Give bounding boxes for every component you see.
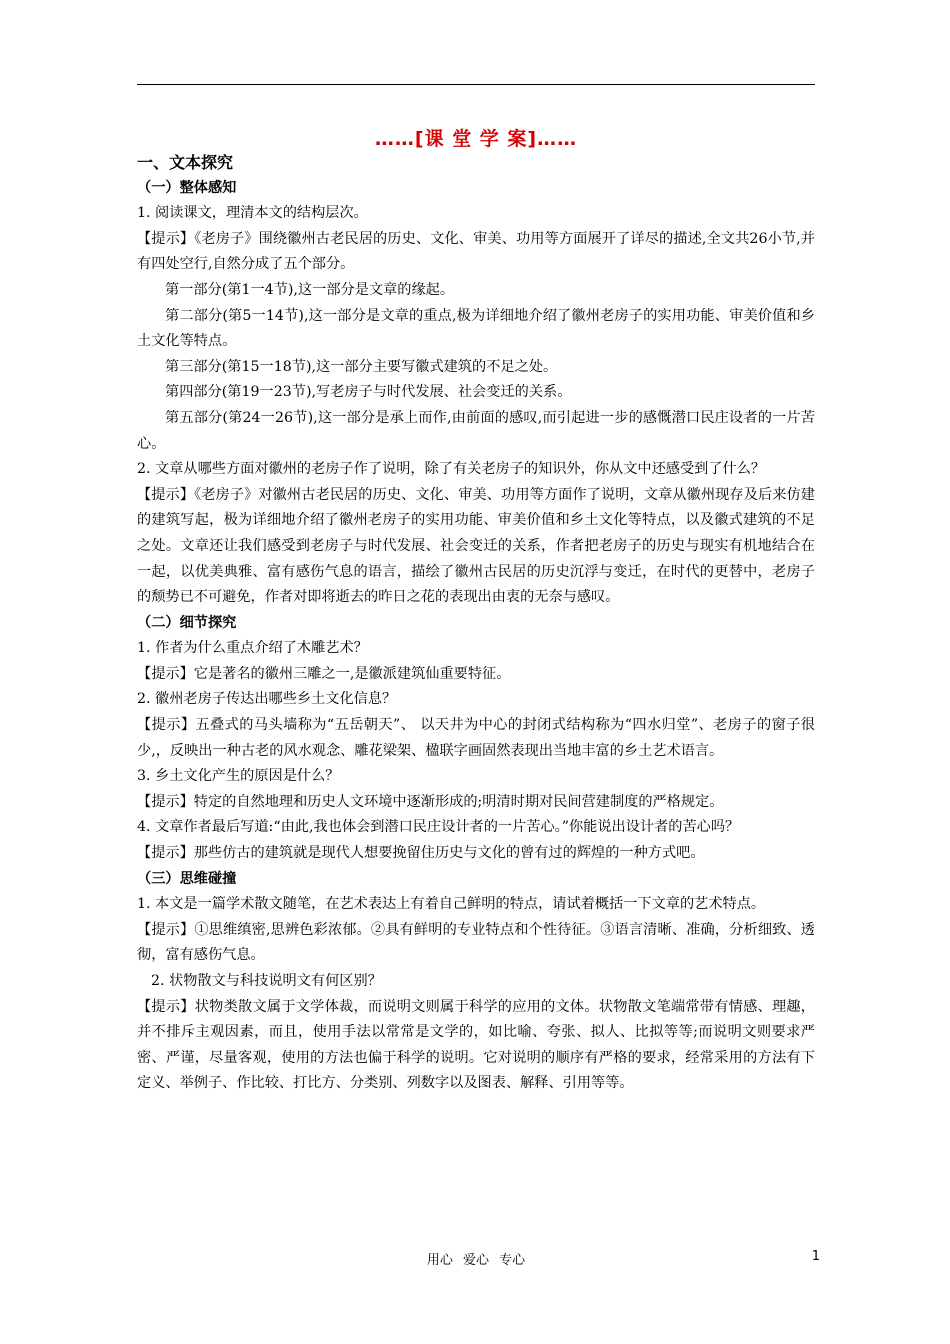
question: 3. 乡土文化产生的原因是什么？ bbox=[137, 768, 340, 785]
page-number: 1 bbox=[811, 1249, 820, 1264]
answer: 【提示】特定的自然地理和历史人文环境中逐渐形成的;明清时期对民间营建制度的严格规定。 bbox=[137, 793, 724, 810]
subsection-heading: （一）整体感知 bbox=[137, 179, 237, 196]
answer: 【提示】那些仿古的建筑就是现代人想要挽留住历史与文化的曾有过的辉煌的一种方式吧。 bbox=[137, 845, 705, 862]
page-title: ……[课 堂 学 案]…… bbox=[374, 128, 578, 150]
answer: 【提示】状物类散文属于文学体裁，而说明文则属于科学的应用的文体。状物散文笔端常带有情感、理趣，并不排斥主观因素，而且，使用手法以常常是文学的，如比喻、夸张、拟人、比拟等等;而说明文则要求严密、严谨，尽量客观，使用的方法也偏于科学的说明。它对说明的顺序有严格的要求，经常采用的方法有下定义、举例子、作比较、打比方、分类别、列数字以及图表、解释、引用等等。 bbox=[137, 998, 815, 1092]
answer: 【提示】①思维缜密,思辨色彩浓郁。②具有鲜明的专业特点和个性待征。③语言清晰、准确，分析细致、透彻，富有感伤气息。 bbox=[137, 921, 815, 964]
part-item: 第三部分(第15一18节),这一部分主要写徽式建筑的不足之处。 bbox=[165, 358, 558, 375]
answer: 【提示】《老房子》围绕徽州古老民居的历史、文化、审美、功用等方面展开了详尽的描述,全文共26小节,并有四处空行,自然分成了五个部分。 bbox=[137, 230, 815, 273]
subsection-heading: （三）思维碰撞 bbox=[137, 870, 237, 887]
question: 4. 文章作者最后写道:“由此,我也体会到潜口民庄设计者的一片苦心。”你能说出设计者的苦心吗？ bbox=[137, 819, 740, 836]
section-heading: 一、文本探究 bbox=[137, 153, 234, 172]
question: 1. 阅读课文，理清本文的结构层次。 bbox=[137, 205, 368, 222]
header-rule bbox=[137, 84, 815, 85]
question: 1. 本文是一篇学术散文随笔，在艺术表达上有着自己鲜明的特点，请试着概括一下文章的艺术特点。 bbox=[137, 896, 766, 913]
part-item: 第五部分(第24一26节),这一部分是承上而作,由前面的感叹,而引起进一步的感慨潜口民庄设者的一片苦心。 bbox=[137, 409, 815, 452]
subsection-heading: （二）细节探究 bbox=[137, 614, 237, 631]
question: 1. 作者为什么重点介绍了木雕艺术？ bbox=[137, 640, 368, 657]
question: 2. 徽州老房子传达出哪些乡土文化信息？ bbox=[137, 691, 397, 708]
question: 2. 状物散文与科技说明文有何区别？ bbox=[151, 973, 382, 989]
part-item: 第四部分(第19一23节),写老房子与时代发展、社会变迁的关系。 bbox=[165, 384, 572, 401]
document-body bbox=[137, 150, 815, 1097]
part-item: 第二部分(第5一14节),这一部分是文章的重点,极为详细地介绍了徽州老房子的实用功能、审美价值和乡土文化等特点。 bbox=[137, 307, 815, 350]
question: 2. 文章从哪些方面对徽州的老房子作了说明，除了有关老房子的知识外，你从文中还感受到了什么？ bbox=[137, 461, 766, 478]
part-item: 第一部分(第1一4节),这一部分是文章的缘起。 bbox=[165, 281, 455, 298]
footer-text: 用心 爱心 专心 bbox=[426, 1253, 526, 1268]
answer: 【提示】五叠式的马头墙称为“五岳朝天”、 以天井为中心的封闭式结构称为“四水归堂”、老房子的窗子很少,，反映出一种古老的风水观念、雕花梁架、楹联字画固然表现出当地丰富的乡土艺术语言。 bbox=[137, 717, 815, 759]
answer: 【提示】它是著名的徽州三雕之一,是徽派建筑仙重要特征。 bbox=[137, 665, 511, 682]
answer: 【提示】《老房子》对徽州古老民居的历史、文化、审美、功用等方面作了说明，文章从徽州现存及后来仿建的建筑写起，极为详细地介绍了徽州老房子的实用功能、审美价值和乡土文化等特点，以及徽式建筑的不足之处。文章还让我们感受到老房子与时代发展、社会变迁的关系，作者把老房子的历史与现实有机地结合在一起，以优美典雅、富有感伤气息的语言，描绘了徽州古民居的历史沉浮与变迁，在时代的更替中，老房子的颓势已不可避免，作者对即将逝去的昨日之花的表现出由衷的无奈与感叹。 bbox=[137, 486, 815, 606]
